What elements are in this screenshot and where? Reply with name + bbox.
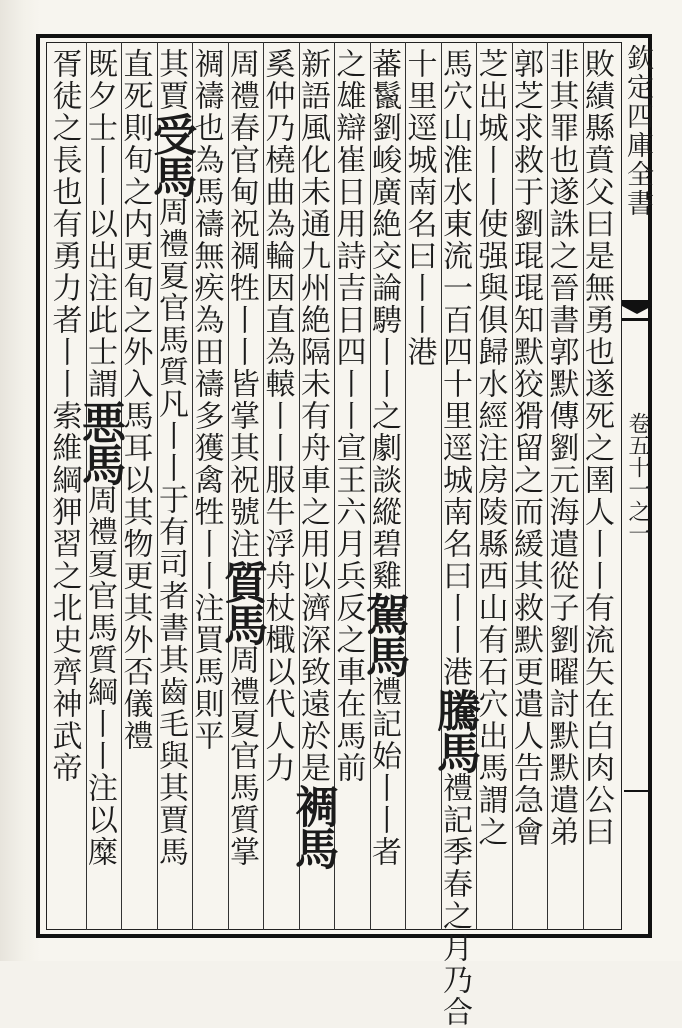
- column-text: 新語風化未通九州絶隔未有舟車之用以濟深致遠於是: [295, 48, 330, 784]
- column-text: 奚仲乃橈曲為輪因直為轅丨丨服牛浮舟杖檝以代人力: [259, 48, 295, 784]
- column-text: 十里逕城南名曰丨丨港: [401, 48, 437, 368]
- text-column: [358, 48, 409, 868]
- fishtail-mark-icon: [622, 300, 652, 322]
- column-text: 周禮夏官馬質凡丨丨于有司者書其齒毛與其賈馬: [153, 196, 188, 868]
- column-text: 直死則旬之内更旬之外入馬耳以其物更其外否儀禮: [117, 48, 153, 752]
- text-column: [508, 48, 544, 848]
- column-text: 馬穴山淮水東流一百四十里逕城南名曰丨丨港: [437, 48, 472, 688]
- column-text: 郭芝求救于劉琨琨知默狡猾留之而緩其救默更遣人告急會: [508, 48, 543, 848]
- entry-headword: 騰馬: [429, 688, 480, 772]
- juan-number: 卷五十一之一: [625, 412, 650, 544]
- text-column: [259, 48, 295, 784]
- gutter-divider: [624, 790, 652, 792]
- text-column: [330, 48, 366, 784]
- column-text: 既夕士丨丨以出注此士謂: [82, 48, 117, 400]
- column-text: 胥徒之長也有勇力者丨丨索維綱狎習之北史齊神武帝: [46, 48, 82, 784]
- book-title: 欽定四庫全書: [622, 44, 653, 218]
- column-text: 禂禱也為馬禱無疾為田禱多獲禽牲丨丨注買馬則平: [188, 48, 224, 752]
- column-text: 周禮夏官馬質掌: [224, 644, 259, 868]
- text-column: [287, 48, 338, 868]
- entry-headword: 悪馬: [74, 400, 125, 484]
- text-column: [401, 48, 437, 368]
- entry-headword: 裯馬: [287, 784, 338, 868]
- column-text: 敗績縣賁父曰是無勇也遂死之圉人丨丨有流矢在白肉公曰: [579, 48, 614, 848]
- column-text: 禮記始丨丨者: [366, 676, 401, 868]
- text-column: [74, 48, 125, 868]
- text-column: [145, 48, 196, 868]
- scan-margin: [0, 0, 40, 961]
- text-column: [579, 48, 615, 848]
- column-text: 非其罪也遂誅之晉書郭默傳劉元海遣從子劉曜討默默遣弟: [543, 48, 579, 848]
- column-text: 周禮夏官馬質綱丨丨注以糜: [82, 484, 117, 868]
- text-column: [543, 48, 579, 848]
- column-text: 周禮春官甸祝禂牲丨丨皆掌其祝號注: [224, 48, 259, 560]
- column-text: 芝出城丨丨使强與俱歸水經注房陵縣西山有石穴出馬謂之: [472, 48, 508, 848]
- column-text: 蕃鬣劉峻廣絶交論騁丨丨之劇談縱碧雞: [366, 48, 401, 592]
- column-text: 之雄辯崔日用詩吉日四丨丨宣王六月兵反之車在馬前: [330, 48, 366, 784]
- entry-headword: 駕馬: [358, 592, 409, 676]
- column-text: 禮記季春之月乃合: [437, 772, 472, 1028]
- column-text: 其賈: [153, 48, 188, 112]
- entry-headword: 受馬: [145, 112, 196, 196]
- text-column: [429, 48, 480, 1028]
- entry-headword: 質馬: [216, 560, 267, 644]
- text-column: [46, 48, 82, 784]
- text-column: [216, 48, 267, 868]
